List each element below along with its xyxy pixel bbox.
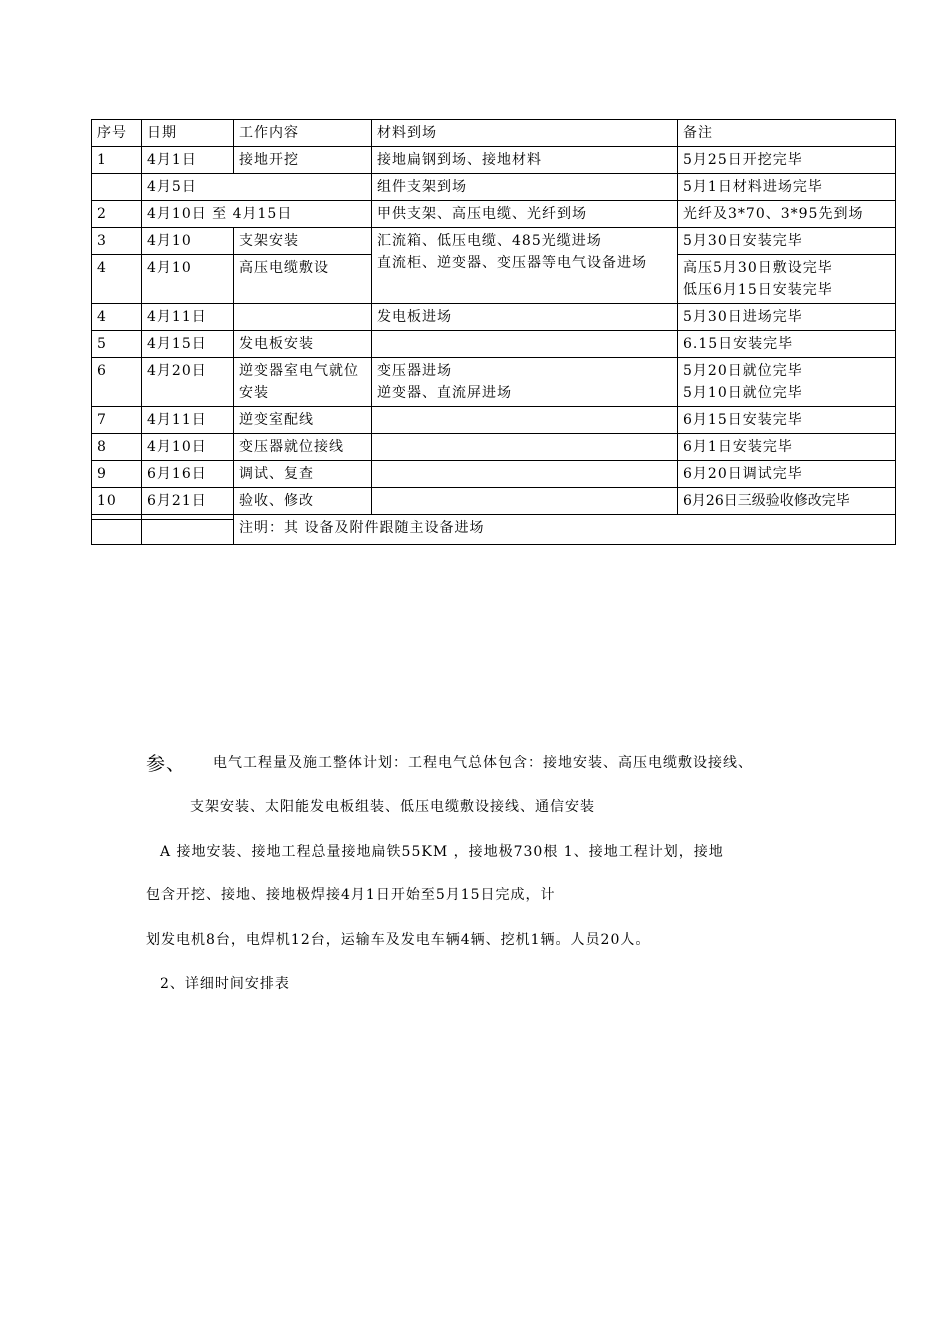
cell-note: 5月1日材料进场完毕 [678, 174, 896, 201]
cell-material [372, 228, 678, 304]
cell-material-line: 汇流箱、低压电缆、485光缆进场 [377, 233, 602, 249]
header-no: 序号 [92, 120, 142, 147]
cell-material [372, 358, 678, 407]
cell-no: 5 [92, 331, 142, 358]
cell-date: 4月20日 [142, 358, 234, 407]
table-row [92, 228, 896, 255]
cell-note: 光纤及3*70、3*95先到场 [678, 201, 896, 228]
table-row [92, 174, 896, 201]
cell-no: 7 [92, 407, 142, 434]
schedule-table [91, 119, 896, 545]
cell-date: 4月5日 [142, 174, 372, 201]
cell-note-line: 低压6月15日安装完毕 [683, 282, 833, 298]
cell-date: 4月10日 至 4月15日 [142, 201, 372, 228]
cell-work: 发电板安装 [234, 331, 372, 358]
cell-material: 甲供支架、高压电缆、光纤到场 [372, 201, 678, 228]
header-date: 日期 [142, 120, 234, 147]
cell-date: 4月10 [142, 228, 234, 255]
section-line: 划发电机8台，电焊机12台，运输车及发电车辆4辆、挖机1辆。人员20人。 [146, 932, 651, 948]
cell-no: 6 [92, 358, 142, 407]
table-row [92, 434, 896, 461]
cell-work: 逆变室配线 [234, 407, 372, 434]
cell-empty [92, 520, 142, 545]
table-row [92, 147, 896, 174]
cell-date: 4月1日 [142, 147, 234, 174]
cell-date: 6月21日 [142, 488, 234, 515]
cell-note: 5月25日开挖完毕 [678, 147, 896, 174]
cell-work [234, 304, 372, 331]
cell-note: 5月30日安装完毕 [678, 228, 896, 255]
cell-note [678, 358, 896, 407]
section-line: 2、详细时间安排表 [160, 976, 290, 992]
cell-material-line: 变压器进场 [377, 363, 452, 379]
cell-note-line: 5月20日就位完毕 [683, 363, 803, 379]
table-row [92, 407, 896, 434]
table-row [92, 331, 896, 358]
cell-date: 6月16日 [142, 461, 234, 488]
cell-material [372, 407, 678, 434]
section-line: A 接地安装、接地工程总量接地扁铁55KM ，接地极730根 1、接地工程计划，接地 [160, 844, 724, 860]
header-note: 备注 [678, 120, 896, 147]
cell-material [372, 434, 678, 461]
cell-work: 逆变器室电气就位安装 [234, 358, 372, 407]
cell-work: 高压电缆敷设 [234, 255, 372, 304]
cell-material: 接地扁钢到场、接地材料 [372, 147, 678, 174]
cell-note: 6月1日安装完毕 [678, 434, 896, 461]
section-line: 电气工程量及施工整体计划：工程电气总体包含：接地安装、高压电缆敷设接线、 [213, 755, 753, 771]
cell-no [92, 174, 142, 201]
cell-no: 3 [92, 228, 142, 255]
table-row [92, 201, 896, 228]
table-row [92, 304, 896, 331]
cell-note: 5月30日进场完毕 [678, 304, 896, 331]
section-marker: 参、 [146, 753, 187, 775]
header-work: 工作内容 [234, 120, 372, 147]
cell-note: 6.15日安装完毕 [678, 331, 896, 358]
cell-material [372, 461, 678, 488]
table-footnote: 注明：其 设备及附件跟随主设备进场 [234, 515, 896, 545]
cell-date: 4月11日 [142, 304, 234, 331]
section-line: 包含开挖、接地、接地极焊接4月1日开始至5月15日完成，计 [146, 887, 556, 903]
table-header-row [92, 120, 896, 147]
cell-note-line: 高压5月30日敷设完毕 [683, 260, 833, 276]
cell-date: 4月15日 [142, 331, 234, 358]
cell-work: 验收、修改 [234, 488, 372, 515]
cell-date: 4月11日 [142, 407, 234, 434]
cell-material-line: 直流柜、逆变器、变压器等电气设备进场 [377, 255, 647, 271]
cell-date: 4月10 [142, 255, 234, 304]
cell-material: 发电板进场 [372, 304, 678, 331]
cell-material [372, 488, 678, 515]
cell-note-line: 5月10日就位完毕 [683, 385, 803, 401]
section-line: 支架安装、太阳能发电板组装、低压电缆敷设接线、通信安装 [190, 799, 595, 815]
cell-work: 调试、复查 [234, 461, 372, 488]
cell-no: 9 [92, 461, 142, 488]
cell-note [678, 255, 896, 304]
cell-work: 接地开挖 [234, 147, 372, 174]
table-row [92, 461, 896, 488]
cell-note: 6月20日调试完毕 [678, 461, 896, 488]
table-row [92, 488, 896, 515]
cell-material [372, 331, 678, 358]
cell-no: 2 [92, 201, 142, 228]
cell-material: 组件支架到场 [372, 174, 678, 201]
cell-no: 8 [92, 434, 142, 461]
cell-material-line: 逆变器、直流屏进场 [377, 385, 512, 401]
cell-no: 4 [92, 255, 142, 304]
cell-no: 4 [92, 304, 142, 331]
cell-date: 4月10日 [142, 434, 234, 461]
cell-no: 10 [92, 488, 142, 515]
cell-work: 变压器就位接线 [234, 434, 372, 461]
cell-note: 6月26日三级验收修改完毕 [678, 488, 896, 515]
cell-note: 6月15日安装完毕 [678, 407, 896, 434]
table-row [92, 358, 896, 407]
cell-empty [142, 520, 234, 545]
header-material: 材料到场 [372, 120, 678, 147]
cell-no: 1 [92, 147, 142, 174]
cell-work: 支架安装 [234, 228, 372, 255]
